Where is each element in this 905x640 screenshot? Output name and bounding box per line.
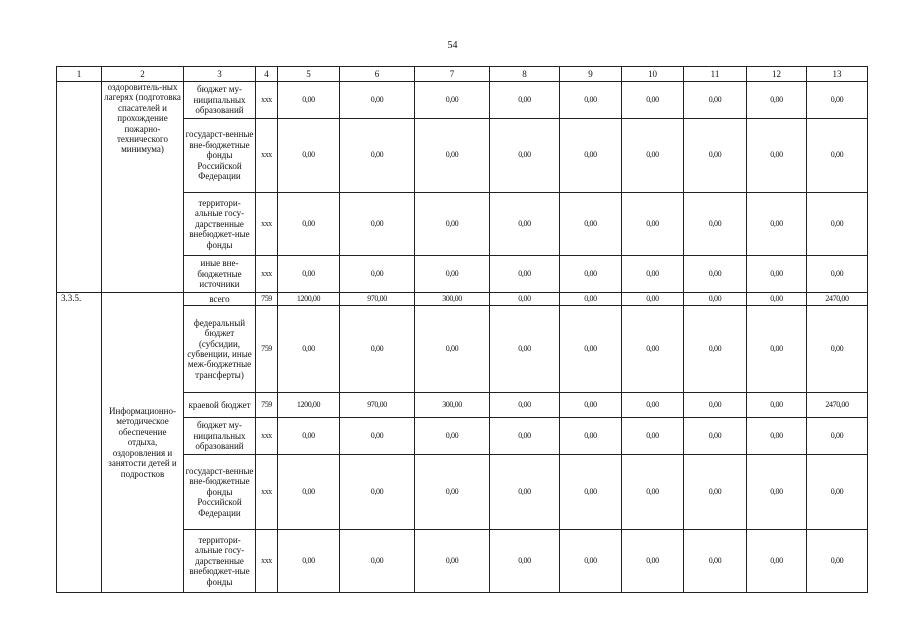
value-cell: 2470,00	[807, 393, 868, 418]
value-cell: 0,00	[560, 256, 622, 293]
value-cell: 0,00	[340, 119, 415, 193]
value-cell: 0,00	[490, 455, 560, 530]
value-cell: 0,00	[622, 193, 684, 256]
value-cell: 0,00	[340, 256, 415, 293]
value-cell: 0,00	[415, 306, 490, 393]
code-cell: ххх	[256, 530, 278, 593]
code-cell: ххх	[256, 193, 278, 256]
value-cell: 0,00	[807, 418, 868, 455]
value-cell: 0,00	[807, 256, 868, 293]
value-cell: 0,00	[340, 193, 415, 256]
value-cell: 0,00	[622, 393, 684, 418]
header-cell: 6	[340, 67, 415, 82]
value-cell: 0,00	[560, 293, 622, 306]
budget-table	[56, 66, 868, 593]
value-cell: 0,00	[622, 306, 684, 393]
code-cell: 759	[256, 293, 278, 306]
source-cell: территори-альные госу-дарственные внебюджет-ные фонды	[184, 530, 256, 593]
value-cell: 0,00	[684, 455, 747, 530]
value-cell: 0,00	[747, 256, 807, 293]
header-cell: 1	[57, 67, 102, 82]
header-cell: 13	[807, 67, 868, 82]
value-cell: 0,00	[490, 530, 560, 593]
source-cell: всего	[184, 293, 256, 306]
value-cell: 0,00	[490, 119, 560, 193]
header-cell: 12	[747, 67, 807, 82]
value-cell: 0,00	[560, 193, 622, 256]
item-name: оздоровитель-ных лагерях (подготовка спасателей и прохождение пожарно-технического минимума)	[102, 82, 184, 293]
value-cell: 0,00	[684, 418, 747, 455]
value-cell: 0,00	[622, 119, 684, 193]
source-cell: иные вне-бюджетные источники	[184, 256, 256, 293]
value-cell: 0,00	[278, 455, 340, 530]
value-cell: 0,00	[747, 393, 807, 418]
code-cell: ххх	[256, 256, 278, 293]
header-cell: 7	[415, 67, 490, 82]
value-cell: 0,00	[684, 393, 747, 418]
table-row	[57, 293, 868, 306]
value-cell: 0,00	[560, 418, 622, 455]
header-cell: 4	[256, 67, 278, 82]
value-cell: 0,00	[560, 530, 622, 593]
page-number: 54	[447, 40, 458, 51]
value-cell: 0,00	[747, 193, 807, 256]
value-cell: 0,00	[560, 306, 622, 393]
value-cell: 0,00	[684, 530, 747, 593]
value-cell: 0,00	[278, 256, 340, 293]
value-cell: 0,00	[807, 455, 868, 530]
header-row	[57, 67, 868, 82]
value-cell: 0,00	[340, 306, 415, 393]
code-cell: ххх	[256, 455, 278, 530]
item-name: Информационно-методическое обеспечение отдыха, оздоровления и занятости детей и подростков	[102, 293, 184, 593]
header-cell: 3	[184, 67, 256, 82]
value-cell: 0,00	[622, 256, 684, 293]
value-cell: 0,00	[684, 193, 747, 256]
value-cell: 300,00	[415, 293, 490, 306]
header-cell: 11	[684, 67, 747, 82]
value-cell: 0,00	[490, 393, 560, 418]
header-cell: 9	[560, 67, 622, 82]
value-cell: 0,00	[622, 293, 684, 306]
value-cell: 0,00	[278, 193, 340, 256]
item-number	[57, 82, 102, 293]
code-cell: 759	[256, 393, 278, 418]
value-cell: 0,00	[415, 119, 490, 193]
value-cell: 0,00	[490, 293, 560, 306]
value-cell: 0,00	[684, 293, 747, 306]
value-cell: 0,00	[490, 193, 560, 256]
value-cell: 1200,00	[278, 393, 340, 418]
header-cell: 10	[622, 67, 684, 82]
value-cell: 0,00	[415, 530, 490, 593]
value-cell: 0,00	[684, 256, 747, 293]
header-cell: 2	[102, 67, 184, 82]
value-cell: 0,00	[490, 418, 560, 455]
header-cell: 5	[278, 67, 340, 82]
value-cell: 0,00	[560, 455, 622, 530]
value-cell: 0,00	[490, 256, 560, 293]
value-cell: 0,00	[490, 82, 560, 119]
value-cell: 2470,00	[807, 293, 868, 306]
code-cell: ххх	[256, 119, 278, 193]
value-cell: 0,00	[747, 119, 807, 193]
value-cell: 0,00	[415, 418, 490, 455]
value-cell: 0,00	[490, 306, 560, 393]
value-cell: 0,00	[340, 82, 415, 119]
table-row	[57, 82, 868, 119]
source-cell: бюджет му-ниципальных образований	[184, 82, 256, 119]
value-cell: 0,00	[684, 82, 747, 119]
value-cell: 0,00	[747, 455, 807, 530]
value-cell: 0,00	[684, 119, 747, 193]
value-cell: 0,00	[278, 418, 340, 455]
value-cell: 0,00	[622, 418, 684, 455]
value-cell: 0,00	[278, 306, 340, 393]
value-cell: 0,00	[415, 193, 490, 256]
value-cell: 300,00	[415, 393, 490, 418]
source-cell: краевой бюджет	[184, 393, 256, 418]
source-cell: бюджет му-ниципальных образований	[184, 418, 256, 455]
value-cell: 0,00	[278, 82, 340, 119]
value-cell: 0,00	[807, 193, 868, 256]
value-cell: 0,00	[560, 393, 622, 418]
value-cell: 0,00	[622, 455, 684, 530]
value-cell: 0,00	[622, 82, 684, 119]
value-cell: 0,00	[747, 293, 807, 306]
value-cell: 0,00	[560, 82, 622, 119]
header-cell: 8	[490, 67, 560, 82]
value-cell: 0,00	[807, 530, 868, 593]
value-cell: 0,00	[340, 418, 415, 455]
value-cell: 0,00	[560, 119, 622, 193]
item-number: 3.3.5.	[57, 293, 102, 593]
code-cell: ххх	[256, 418, 278, 455]
value-cell: 0,00	[415, 455, 490, 530]
value-cell: 970,00	[340, 293, 415, 306]
value-cell: 1200,00	[278, 293, 340, 306]
source-cell: государст-венные вне-бюджетные фонды Российской Федерации	[184, 119, 256, 193]
source-cell: федеральный бюджет (субсидии, субвенции, иные меж-бюджетные трансферты)	[184, 306, 256, 393]
value-cell: 0,00	[807, 306, 868, 393]
value-cell: 0,00	[415, 82, 490, 119]
value-cell: 0,00	[807, 82, 868, 119]
source-cell: государст-венные вне-бюджетные фонды Российской Федерации	[184, 455, 256, 530]
value-cell: 970,00	[340, 393, 415, 418]
value-cell: 0,00	[340, 530, 415, 593]
value-cell: 0,00	[747, 530, 807, 593]
value-cell: 0,00	[684, 306, 747, 393]
value-cell: 0,00	[415, 256, 490, 293]
value-cell: 0,00	[278, 119, 340, 193]
value-cell: 0,00	[747, 82, 807, 119]
value-cell: 0,00	[807, 119, 868, 193]
code-cell: 759	[256, 306, 278, 393]
source-cell: территори-альные госу-дарственные внебюджет-ные фонды	[184, 193, 256, 256]
value-cell: 0,00	[340, 455, 415, 530]
value-cell: 0,00	[622, 530, 684, 593]
value-cell: 0,00	[278, 530, 340, 593]
code-cell: ххх	[256, 82, 278, 119]
value-cell: 0,00	[747, 418, 807, 455]
value-cell: 0,00	[747, 306, 807, 393]
